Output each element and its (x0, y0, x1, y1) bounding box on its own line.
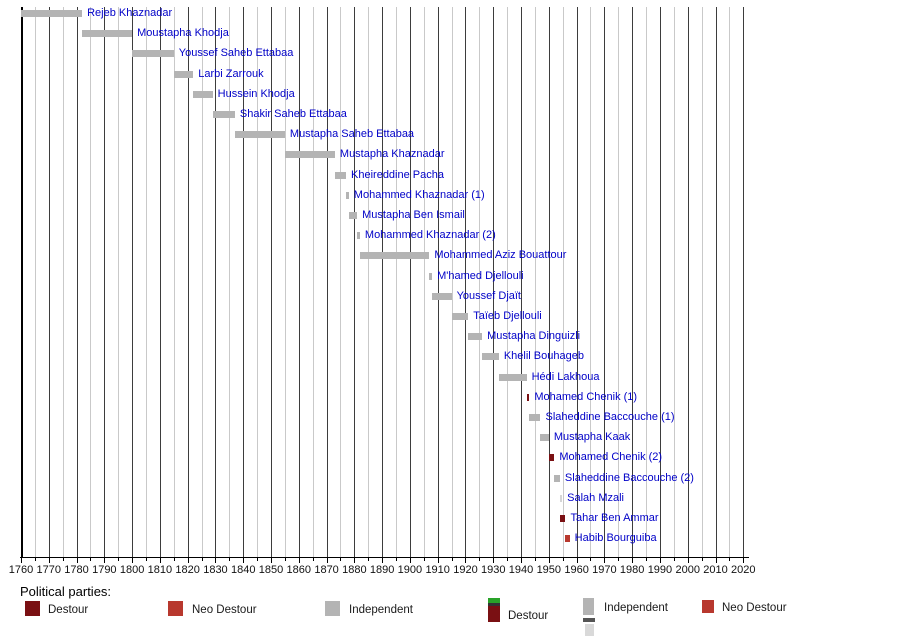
timeline-bar (360, 252, 429, 259)
axis-tick-label: 1820 (175, 564, 200, 576)
gridline (215, 7, 216, 557)
legend2-swatch-destour (488, 606, 500, 622)
axis-tick (368, 557, 369, 561)
person-label: Hussein Khodja (217, 87, 295, 100)
timeline-bar (452, 313, 469, 320)
legend-swatch-independent (325, 601, 340, 616)
person-label: Khelil Bouhageb (503, 350, 584, 363)
timeline-bar (432, 293, 451, 300)
legend2-label-neo-destour: Neo Destour (722, 602, 787, 614)
timeline-bar (468, 333, 482, 340)
gridline (396, 7, 397, 557)
legend2-label-independent: Independent (604, 602, 668, 614)
axis-tick (77, 557, 78, 563)
gridline (382, 7, 383, 557)
person-label: Mustapha Khaznadar (339, 148, 445, 161)
gridline (465, 7, 466, 557)
timeline-bar (82, 30, 132, 37)
gridline (313, 7, 314, 557)
timeline-bar (285, 151, 335, 158)
gridline (146, 7, 147, 557)
axis-tick (604, 557, 605, 563)
gridline (327, 7, 328, 557)
gridline (340, 7, 341, 557)
axis-tick (285, 557, 286, 561)
axis-tick (590, 557, 591, 561)
gridline (202, 7, 203, 557)
axis-tick (215, 557, 216, 563)
timeline-bar (554, 475, 560, 482)
legend-label-neo-destour: Neo Destour (192, 604, 257, 616)
gridline (424, 7, 425, 557)
person-label: Habib Bourguiba (574, 532, 657, 545)
axis-tick-label: 1780 (64, 564, 89, 576)
timeline-bar (349, 212, 357, 219)
gridline (104, 7, 105, 557)
axis-tick (104, 557, 105, 563)
axis-tick (49, 557, 50, 563)
legend2-independent-artifact-bar (583, 618, 595, 622)
gridline (90, 7, 91, 557)
gridline (549, 7, 550, 557)
axis-tick (174, 557, 175, 561)
timeline-bar (499, 374, 527, 381)
axis-tick (465, 557, 466, 563)
person-label: Larbi Zarrouk (198, 67, 264, 80)
axis-tick (382, 557, 383, 563)
axis-tick (257, 557, 258, 561)
axis-tick (313, 557, 314, 561)
axis-tick-label: 1850 (258, 564, 284, 576)
timeline-bar (560, 495, 562, 502)
person-label: Hédi Lakhoua (531, 370, 600, 383)
person-label: Slaheddine Baccouche (1) (545, 411, 675, 423)
axis-tick (535, 557, 536, 561)
legend2-swatch-neo-destour (702, 600, 714, 613)
axis-tick-label: 2010 (703, 564, 728, 576)
legend2-independent-artifact-block (585, 624, 594, 636)
axis-tick (243, 557, 244, 563)
axis-tick (618, 557, 619, 561)
person-label: Mustapha Saheb Ettabaa (289, 128, 415, 141)
axis-tick (299, 557, 300, 563)
axis-tick-label: 1860 (286, 564, 312, 576)
axis-tick-label: 1900 (397, 564, 423, 576)
person-label: Shakir Saheb Ettabaa (239, 108, 347, 120)
timeline-bar (429, 273, 432, 280)
gridline (160, 7, 161, 557)
gridline (21, 7, 23, 557)
person-label: Youssef Saheb Ettabaa (178, 47, 294, 60)
gridline (493, 7, 494, 557)
person-label: Slaheddine Baccouche (2) (564, 471, 694, 484)
axis-tick (716, 557, 717, 563)
legend2-swatch-independent (583, 598, 594, 615)
axis-tick (118, 557, 119, 561)
axis-tick-label: 1810 (147, 564, 173, 576)
axis-tick-label: 1960 (564, 564, 589, 576)
axis-tick (396, 557, 397, 561)
timeline-bar (357, 232, 360, 239)
axis-tick-label: 1910 (425, 564, 450, 576)
axis-tick (424, 557, 425, 561)
axis-tick (90, 557, 91, 561)
axis-tick-label: 1870 (314, 564, 339, 576)
gridline (299, 7, 300, 557)
person-label: Salah Mzali (567, 491, 624, 504)
axis-tick (160, 557, 161, 563)
person-label: Mohammed Aziz Bouattour (434, 249, 567, 262)
axis-tick (452, 557, 453, 561)
person-label: Mustapha Dinguizli (487, 330, 581, 343)
gridline (521, 7, 522, 557)
gridline (563, 7, 564, 557)
axis-tick-label: 1890 (369, 564, 395, 576)
axis-tick-label: 1840 (230, 564, 256, 576)
axis-tick-label: 2020 (731, 564, 756, 576)
timeline-bar (482, 353, 499, 360)
timeline-bar (549, 454, 555, 461)
gridline (438, 7, 439, 557)
axis-tick-label: 1930 (481, 564, 506, 576)
timeline-bar (527, 394, 530, 401)
axis-tick-label: 1770 (36, 564, 61, 576)
gridline (716, 7, 717, 557)
gridline (702, 7, 703, 557)
axis-tick (202, 557, 203, 561)
axis-tick-label: 1950 (536, 564, 562, 576)
axis-tick (132, 557, 133, 563)
axis-tick-label: 1980 (619, 564, 645, 576)
x-axis-line (20, 557, 749, 558)
axis-tick-label: 1800 (119, 564, 145, 576)
gridline (132, 7, 133, 557)
gridline (452, 7, 453, 557)
axis-tick (493, 557, 494, 563)
axis-tick (146, 557, 147, 561)
person-label: Mohammed Khaznadar (2) (364, 229, 496, 242)
gridline (63, 7, 64, 557)
gridline (368, 7, 369, 557)
axis-tick (35, 557, 36, 561)
gridline (354, 7, 355, 557)
legend2-label-destour: Destour (508, 610, 549, 622)
person-label: Mustapha Ben Ismail (362, 209, 465, 221)
person-label: Moustapha Khodja (137, 27, 229, 40)
axis-tick-label: 1880 (342, 564, 367, 576)
timeline-bar (193, 91, 212, 98)
timeline-bar (21, 10, 82, 17)
axis-tick (229, 557, 230, 561)
axis-tick (438, 557, 439, 563)
axis-tick-label: 1970 (592, 564, 617, 576)
timeline-bar (235, 131, 285, 138)
person-label: Rejeb Khaznadar (87, 7, 173, 19)
gridline (118, 7, 119, 557)
timeline-bar (132, 50, 174, 57)
legend-swatch-destour (25, 601, 40, 616)
gridline (729, 7, 730, 557)
gridline (535, 7, 536, 557)
legend-swatch-neo-destour (168, 601, 183, 616)
timeline-bar (346, 192, 349, 199)
person-label: Tahar Ben Ammar (570, 512, 659, 524)
timeline-bar (565, 535, 569, 542)
axis-tick (63, 557, 64, 561)
timeline-bar (213, 111, 235, 118)
legend-label-destour: Destour (48, 604, 89, 616)
axis-tick (327, 557, 328, 563)
axis-tick (660, 557, 661, 563)
gridline (188, 7, 189, 557)
axis-tick (354, 557, 355, 563)
axis-tick-label: 1990 (647, 564, 673, 576)
gridline (507, 7, 508, 557)
axis-tick (702, 557, 703, 561)
axis-tick (21, 557, 22, 563)
axis-tick-label: 1940 (508, 564, 534, 576)
legend-label-independent: Independent (349, 604, 413, 616)
timeline-bar (529, 414, 540, 421)
axis-tick (563, 557, 564, 561)
gridline (410, 7, 411, 557)
person-label: M'hamed Djellouli (437, 269, 524, 282)
axis-tick (743, 557, 744, 563)
gridline (49, 7, 50, 557)
axis-tick (271, 557, 272, 563)
axis-tick (646, 557, 647, 561)
axis-tick (521, 557, 522, 563)
axis-tick-label: 1920 (453, 564, 478, 576)
axis-tick (188, 557, 189, 563)
axis-tick (340, 557, 341, 561)
person-label: Mustapha Kaak (553, 431, 631, 444)
gridline (77, 7, 78, 557)
axis-tick (507, 557, 508, 561)
axis-tick (577, 557, 578, 563)
gridline (479, 7, 480, 557)
gridline (35, 7, 36, 557)
axis-tick-label: 2000 (675, 564, 700, 576)
axis-tick (688, 557, 689, 563)
axis-tick-label: 1830 (203, 564, 228, 576)
timeline-bar (540, 434, 548, 441)
person-label: Youssef Djaït (456, 289, 521, 302)
timeline-bar (560, 515, 566, 522)
timeline-bar (174, 71, 193, 78)
person-label: Mohammed Khaznadar (1) (353, 188, 485, 201)
timeline-bar (335, 172, 346, 179)
axis-tick-label: 1790 (92, 564, 117, 576)
person-label: Taïeb Djellouli (473, 310, 542, 322)
legend-title: Political parties: (20, 584, 112, 599)
axis-tick (410, 557, 411, 563)
axis-tick (729, 557, 730, 561)
axis-tick (549, 557, 550, 563)
gridline (174, 7, 175, 557)
gridline (743, 7, 744, 557)
person-label: Mohamed Chenik (2) (559, 451, 663, 464)
axis-tick (632, 557, 633, 563)
person-label: Kheireddine Pacha (351, 168, 444, 181)
person-label: Mohamed Chenik (1) (534, 390, 638, 403)
axis-tick (674, 557, 675, 561)
axis-tick-label: 1760 (8, 564, 34, 576)
axis-tick (479, 557, 480, 561)
